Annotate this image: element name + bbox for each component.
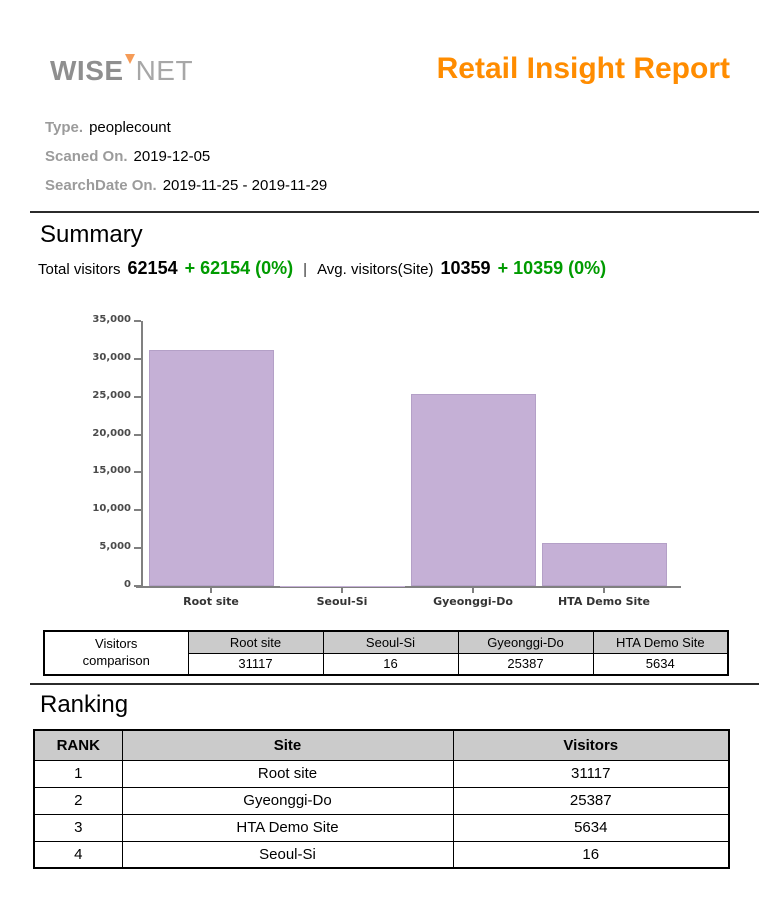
ranking-row — [34, 814, 729, 841]
meta-value: 2019-12-05 — [133, 148, 211, 165]
meta-row-scanned-on — [45, 148, 327, 166]
logo-text-wise: WISE — [50, 55, 124, 86]
comparison-value-cell: 31117 — [188, 653, 323, 675]
chart-x-tick — [472, 588, 474, 593]
total-visitors-value: 62154 — [127, 258, 178, 278]
chart-x-category-label: Gyeonggi-Do — [433, 595, 513, 608]
chart-y-tick-label: 10,000 — [92, 503, 131, 515]
chart-y-tick-label: 15,000 — [92, 465, 131, 477]
chart-y-tick-label: 20,000 — [92, 427, 131, 439]
ranking-row — [34, 787, 729, 814]
avg-visitors-delta: + 10359 (0%) — [497, 258, 607, 278]
chart-y-tick-label: 25,000 — [92, 389, 131, 401]
comparison-col-header: HTA Demo Site — [593, 631, 728, 653]
meta-row-type — [45, 119, 327, 137]
chart-y-tick — [134, 320, 141, 322]
summary-stats — [38, 258, 606, 279]
chart-x-category-label: Seoul-Si — [316, 595, 368, 608]
chart-bar — [411, 394, 536, 586]
visitors-cell: 16 — [453, 841, 729, 868]
report-title: Retail Insight Report — [436, 52, 730, 85]
rank-cell: 4 — [34, 841, 122, 868]
report-meta — [45, 119, 327, 195]
comparison-col-header: Gyeonggi-Do — [458, 631, 593, 653]
site-cell: HTA Demo Site — [122, 814, 453, 841]
comparison-row-header: Visitors comparison — [44, 631, 188, 675]
site-cell: Gyeonggi-Do — [122, 787, 453, 814]
meta-value: 2019-11-25 - 2019-11-29 — [162, 177, 328, 194]
chart-x-category-label: Root site — [183, 595, 239, 608]
ranking-header-site: Site — [122, 730, 453, 760]
visitors-bar-chart — [0, 298, 768, 620]
chart-x-tick — [341, 588, 343, 593]
rank-cell: 2 — [34, 787, 122, 814]
total-visitors-label: Total visitors — [38, 261, 121, 278]
rank-cell: 3 — [34, 814, 122, 841]
visitors-cell: 25387 — [453, 787, 729, 814]
comparison-table — [43, 630, 729, 676]
meta-label: Scaned On. — [45, 148, 128, 165]
ranking-row — [34, 841, 729, 868]
chart-y-tick — [134, 471, 141, 473]
ranking-row — [34, 760, 729, 787]
chart-x-category-label: HTA Demo Site — [557, 595, 651, 608]
chart-y-tick — [134, 509, 141, 511]
ranking-header-visitors: Visitors — [453, 730, 729, 760]
chart-x-tick — [210, 588, 212, 593]
avg-visitors-value: 10359 — [440, 258, 491, 278]
chart-y-tick — [134, 585, 141, 587]
chart-y-tick-label: 0 — [124, 579, 131, 590]
total-visitors-delta: + 62154 (0%) — [184, 258, 294, 278]
logo-accent-icon — [125, 54, 135, 64]
chart-bar — [149, 350, 274, 586]
section-divider — [30, 683, 759, 685]
comparison-col-header: Root site — [188, 631, 323, 653]
wisenet-logo — [50, 52, 193, 90]
site-cell: Root site — [122, 760, 453, 787]
rank-cell: 1 — [34, 760, 122, 787]
meta-row-search-date — [45, 177, 327, 195]
chart-y-axis — [141, 321, 143, 588]
ranking-heading: Ranking — [40, 691, 129, 718]
chart-y-tick — [134, 358, 141, 360]
comparison-value-cell: 16 — [323, 653, 458, 675]
chart-y-tick-label: 30,000 — [92, 351, 131, 363]
meta-label: Type. — [45, 119, 84, 136]
ranking-table — [33, 729, 730, 869]
comparison-value-cell: 5634 — [593, 653, 728, 675]
stats-separator: | — [303, 261, 308, 278]
chart-y-tick-label: 35,000 — [92, 314, 131, 325]
meta-label: SearchDate On. — [45, 177, 157, 194]
visitors-cell: 5634 — [453, 814, 729, 841]
comparison-value-cell: 25387 — [458, 653, 593, 675]
chart-y-tick — [134, 434, 141, 436]
chart-x-tick — [603, 588, 605, 593]
chart-bar — [542, 543, 667, 586]
section-divider — [30, 211, 759, 213]
comparison-col-header: Seoul-Si — [323, 631, 458, 653]
chart-y-tick — [134, 396, 141, 398]
meta-value: peoplecount — [89, 119, 171, 136]
avg-visitors-label: Avg. visitors(Site) — [317, 261, 434, 278]
chart-y-tick-label: 5,000 — [99, 541, 131, 553]
summary-heading: Summary — [40, 221, 143, 248]
site-cell: Seoul-Si — [122, 841, 453, 868]
chart-x-axis — [136, 586, 681, 588]
chart-y-tick — [134, 547, 141, 549]
visitors-cell: 31117 — [453, 760, 729, 787]
logo-text-net: NET — [135, 55, 194, 86]
ranking-header-rank: RANK — [34, 730, 122, 760]
